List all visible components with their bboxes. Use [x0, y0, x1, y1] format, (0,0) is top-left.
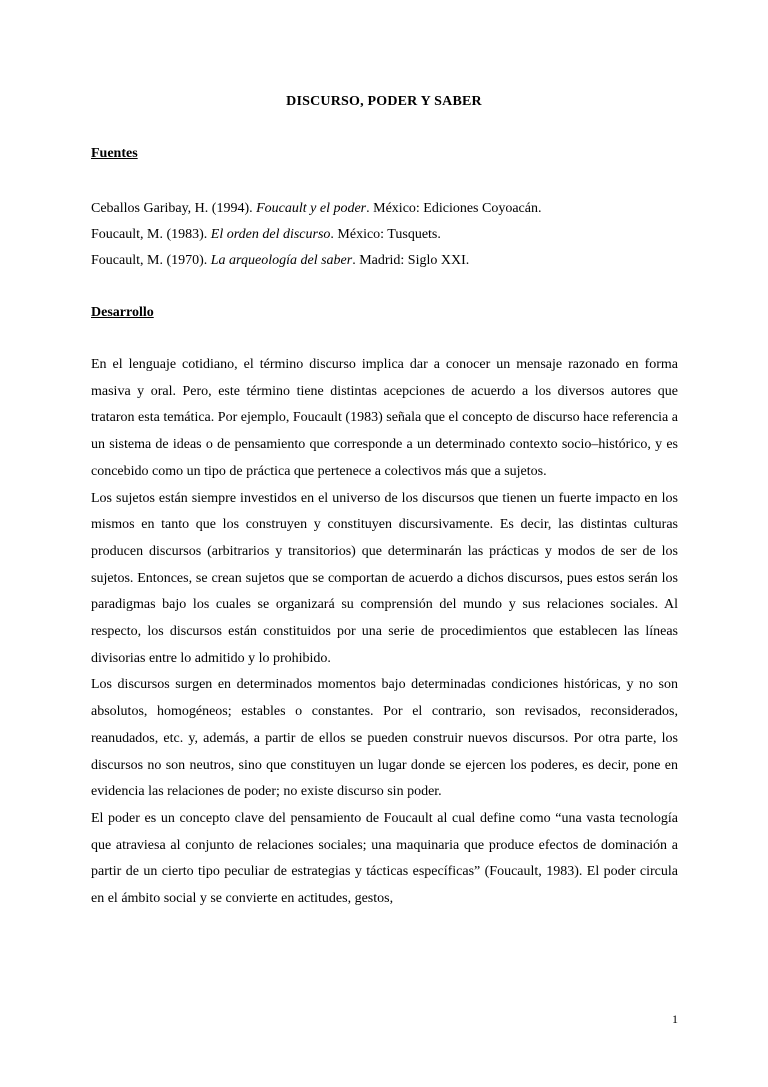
body-paragraph: El poder es un concepto clave del pensamiento de Foucault al cual define como “una vasta tecnología que atraviesa al conjunto de relaciones sociales; una maquinaria que produce efectos de dominación a partir de un cierto tipo peculiar de estrategias y tácticas específicas” (Foucault, 1983). El poder circula en el ámbito social y se convierte en actitudes, gestos,	[91, 810, 678, 907]
reference-work: La arqueología del saber	[210, 253, 353, 268]
reference-publisher: . México: Ediciones Coyoacán.	[366, 201, 542, 216]
reference-author: Foucault, M. (1970).	[91, 253, 211, 268]
reference-list	[91, 196, 691, 274]
reference-work: El orden del discurso	[210, 227, 331, 242]
page-number: 1	[672, 1012, 678, 1026]
reference-work: Foucault y el poder	[256, 201, 367, 216]
reference-item	[91, 248, 691, 274]
reference-author: Ceballos Garibay, H. (1994).	[91, 201, 257, 216]
body-paragraph: En el lenguaje cotidiano, el término discurso implica dar a conocer un mensaje razonado en forma masiva y oral. Pero, este término tiene distintas acepciones de acuerdo a los diversos autores que trataron esta temática. Por ejemplo, Foucault (1983) señala que el concepto de discurso hace referencia a un sistema de ideas o de pensamiento que corresponde a un determinado contexto socio–histórico, y es concebido como un tipo de práctica que pertenece a colectivos más que a sujetos.	[91, 357, 678, 479]
reference-item	[91, 222, 691, 248]
fuentes-heading: Fuentes	[91, 146, 138, 161]
reference-publisher: . Madrid: Siglo XXI.	[352, 253, 470, 268]
body-text	[91, 352, 678, 913]
body-paragraph: Los sujetos están siempre investidos en el universo de los discursos que tienen un fuerte impacto en los mismos en tanto que los construyen y constituyen discursivamente. Es decir, las distintas culturas producen discursos (arbitrarios y transitorios) que determinarán las prácticas y modos de ser de los sujetos. Entonces, se crean sujetos que se comportan de acuerdo a dichos discursos, pues estos serán los paradigmas bajo los cuales se organizará su comprensión del mundo y sus relaciones sociales. Al respecto, los discursos están constituidos por una serie de procedimientos que establecen las líneas divisorias entre lo admitido y lo prohibido.	[91, 490, 678, 666]
desarrollo-heading: Desarrollo	[91, 305, 154, 320]
reference-publisher: . México: Tusquets.	[330, 227, 441, 242]
body-paragraph: Los discursos surgen en determinados momentos bajo determinadas condiciones históricas, y no son absolutos, homogéneos; estables o constantes. Por el contrario, son revisados, reconsiderados, reanudados, etc. y, además, a partir de ellos se pueden construir nuevos discursos. Por otra parte, los discursos no son neutros, sino que constituyen un lugar donde se ejercen los poderes, es decir, pone en evidencia las relaciones de poder; no existe discurso sin poder.	[91, 677, 678, 800]
reference-item	[91, 196, 691, 222]
reference-author: Foucault, M. (1983).	[91, 227, 211, 242]
document-title: DISCURSO, PODER Y SABER	[286, 94, 482, 109]
